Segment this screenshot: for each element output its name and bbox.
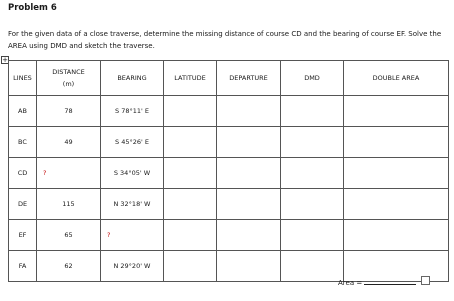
cell-latitude[interactable] <box>164 127 217 158</box>
cell-dmd[interactable] <box>281 158 344 189</box>
header-latitude: LATITUDE <box>164 61 217 96</box>
cell-dmd[interactable] <box>281 96 344 127</box>
table-row <box>9 96 449 127</box>
cell-line: FA <box>9 251 37 282</box>
table-row <box>9 158 449 189</box>
cell-distance[interactable]: 49 <box>37 127 101 158</box>
problem-title: Problem 6 <box>8 3 57 13</box>
cell-latitude[interactable] <box>164 158 217 189</box>
cell-dmd[interactable] <box>281 127 344 158</box>
table-row <box>9 220 449 251</box>
traverse-table <box>8 60 449 282</box>
cell-line: EF <box>9 220 37 251</box>
cell-distance[interactable]: 78 <box>37 96 101 127</box>
header-double-area: DOUBLE AREA <box>344 61 449 96</box>
area-answer-line[interactable] <box>364 277 416 285</box>
cell-double-area[interactable] <box>344 158 449 189</box>
cell-bearing[interactable]: S 78°11' E <box>101 96 164 127</box>
header-lines: LINES <box>9 61 37 96</box>
cell-departure[interactable] <box>217 251 281 282</box>
cell-bearing[interactable]: S 34°05' W <box>101 158 164 189</box>
cell-latitude[interactable] <box>164 220 217 251</box>
cell-dmd[interactable] <box>281 189 344 220</box>
cell-bearing-unknown[interactable]: ? <box>101 220 164 251</box>
cell-dmd[interactable] <box>281 251 344 282</box>
cell-double-area[interactable] <box>344 189 449 220</box>
header-departure: DEPARTURE <box>217 61 281 96</box>
header-dmd: DMD <box>281 61 344 96</box>
cell-distance[interactable]: 115 <box>37 189 101 220</box>
cell-distance-unknown[interactable]: ? <box>37 158 101 189</box>
header-distance-label: DISTANCE <box>52 68 85 76</box>
cell-departure[interactable] <box>217 189 281 220</box>
table-header-row <box>9 61 449 96</box>
cell-double-area[interactable] <box>344 220 449 251</box>
header-bearing: BEARING <box>101 61 164 96</box>
cell-latitude[interactable] <box>164 96 217 127</box>
cell-bearing[interactable]: N 29°20' W <box>101 251 164 282</box>
cell-double-area[interactable] <box>344 127 449 158</box>
cell-latitude[interactable] <box>164 251 217 282</box>
cell-line: BC <box>9 127 37 158</box>
header-distance-unit: (m) <box>62 80 75 88</box>
cell-line: DE <box>9 189 37 220</box>
header-distance <box>37 61 101 96</box>
cell-departure[interactable] <box>217 158 281 189</box>
cell-line: CD <box>9 158 37 189</box>
cell-latitude[interactable] <box>164 189 217 220</box>
cell-departure[interactable] <box>217 96 281 127</box>
table-row <box>9 127 449 158</box>
problem-description: For the given data of a close traverse, determine the missing distance of course CD and the bearing of course EF. Solve the AREA using DMD and sketch the traverse. <box>8 30 442 50</box>
resize-handle-icon[interactable] <box>421 276 430 285</box>
cell-departure[interactable] <box>217 220 281 251</box>
cell-dmd[interactable] <box>281 220 344 251</box>
area-label: Area = <box>338 279 363 287</box>
area-answer <box>338 277 416 287</box>
cell-double-area[interactable] <box>344 96 449 127</box>
cell-distance[interactable]: 62 <box>37 251 101 282</box>
table-move-handle-icon[interactable]: + <box>2 56 8 64</box>
cell-line: AB <box>9 96 37 127</box>
cell-bearing[interactable]: S 45°26' E <box>101 127 164 158</box>
cell-departure[interactable] <box>217 127 281 158</box>
table-row <box>9 189 449 220</box>
cell-bearing[interactable]: N 32°18' W <box>101 189 164 220</box>
cell-distance[interactable]: 65 <box>37 220 101 251</box>
